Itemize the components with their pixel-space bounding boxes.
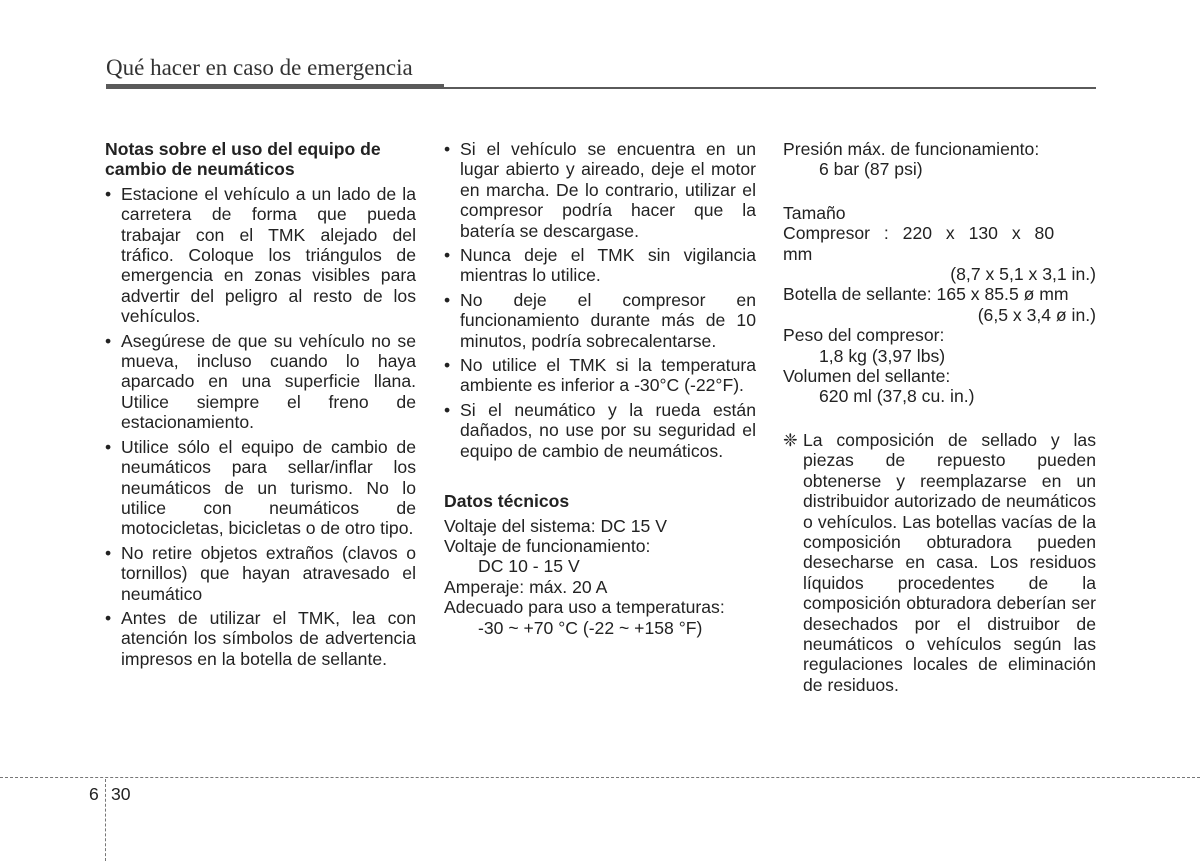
spec-bottle-size: Botella de sellante: 165 x 85.5 ø mm <box>783 284 1069 305</box>
list-item <box>105 331 416 433</box>
spec-temperature-label: Adecuado para uso a temperaturas: <box>444 597 725 618</box>
list-item-text: Si el neumático y la rueda están dañados, no use por su seguridad el equipo de cambio de neumáticos. <box>460 399 756 461</box>
note-asterisk-icon: ❈ <box>783 429 798 450</box>
spec-amperage: Amperaje: máx. 20 A <box>444 576 608 597</box>
list-item-text: Asegúrese de que su vehículo no se mueva, incluso cuando lo haya aparcado en una superficie llana. Utilice siempre el freno de estacionamiento. <box>121 330 416 433</box>
header-rule-thick <box>106 84 444 89</box>
page-section-number: 6 <box>89 784 99 804</box>
spec-compressor-size-in: (8,7 x 5,1 x 3,1 in.) <box>950 264 1096 285</box>
list-item-text: Utilice sólo el equipo de cambio de neumáticos para sellar/inflar los neumáticos de un turismo. No lo utilice con neumáticos de motocicletas, bicicletas o de otro tipo. <box>121 436 416 539</box>
bullet-icon: • <box>105 607 112 628</box>
spec-compressor-size: Compresor : 220 x 130 x 80 mm <box>783 223 1055 264</box>
list-item <box>105 437 416 539</box>
spacer <box>783 180 1096 203</box>
spec-volume-label: Volumen del sellante: <box>783 366 951 387</box>
header-rule-thin <box>444 87 1096 89</box>
spec-volume-value: 620 ml (37,8 cu. in.) <box>819 386 975 407</box>
list-item <box>444 400 756 461</box>
note-text: La composición de sellado y las piezas de repuesto pueden obtenerse y reemplazarse en un distribuidor autorizado de neumáticos o vehículos. Las botellas vacías de la composición obturadora pueden desecharse en casa. Los residuos líquidos procedentes de la composición obturadora deberían ser desechados por el distruibor de neumáticos o vehículos según las regulaciones locales de eliminación de residuos. <box>803 429 1096 695</box>
section-heading-notes: Notas sobre el uso del equipo de cambio de neumáticos <box>105 139 381 180</box>
spec-temperature-value: -30 ~ +70 °C (-22 ~ +158 °F) <box>478 617 703 638</box>
bullet-icon: • <box>444 399 451 420</box>
list-item <box>105 608 416 669</box>
spacer <box>783 407 1096 430</box>
replacement-note <box>783 430 1096 695</box>
list-item-text: No deje el compresor en funcionamiento durante más de 10 minutos, podría sobrecalentarse. <box>460 289 756 351</box>
warnings-bullet-list <box>444 139 756 461</box>
bullet-icon: • <box>105 542 112 563</box>
column-2 <box>444 139 756 638</box>
bullet-icon: • <box>444 245 451 266</box>
list-item-text: Si el vehículo se encuentra en un lugar abierto y aireado, deje el motor en marcha. De lo contrario, utilizar el compresor podría hacer que la batería se descargase. <box>460 139 756 241</box>
spec-pressure-value: 6 bar (87 psi) <box>819 159 923 180</box>
list-item-text: No retire objetos extraños (clavos o tornillos) que hayan atravesado el neumático <box>121 542 416 604</box>
footer-vertical-dashed-rule <box>105 779 106 861</box>
bullet-icon: • <box>444 289 451 310</box>
list-item <box>444 355 756 396</box>
bullet-icon: • <box>444 355 451 376</box>
bullet-icon: • <box>105 436 112 457</box>
bullet-icon: • <box>444 139 451 159</box>
list-item-text: Nunca deje el TMK sin vigilancia mientras lo utilice. <box>460 245 756 286</box>
list-item <box>444 139 756 241</box>
spec-pressure-label: Presión máx. de funcionamiento: <box>783 139 1040 159</box>
bullet-icon: • <box>105 183 112 204</box>
spec-voltage-operation-value: DC 10 - 15 V <box>478 556 580 577</box>
list-item <box>444 290 756 351</box>
notes-bullet-list <box>105 184 416 669</box>
footer-dashed-rule <box>0 777 1200 778</box>
spec-weight-value: 1,8 kg (3,97 lbs) <box>819 345 946 366</box>
list-item-text: Antes de utilizar el TMK, lea con atención los símbolos de advertencia impresos en la botella de sellante. <box>121 607 416 669</box>
spec-size-label: Tamaño <box>783 202 846 223</box>
bullet-icon: • <box>105 330 112 351</box>
page-header-title: Qué hacer en caso de emergencia <box>106 55 413 80</box>
list-item <box>444 245 756 286</box>
column-1 <box>105 139 416 673</box>
spec-bottle-size-in: (6,5 x 3,4 ø in.) <box>977 304 1096 325</box>
section-heading-tech-data: Datos técnicos <box>444 491 570 512</box>
spec-voltage-operation-label: Voltaje de funcionamiento: <box>444 535 651 556</box>
list-item-text: No utilice el TMK si la temperatura ambiente es inferior a -30°C (-22°F). <box>460 355 756 396</box>
list-item <box>105 184 416 327</box>
spec-weight-label: Peso del compresor: <box>783 325 945 346</box>
spec-voltage-system: Voltaje del sistema: DC 15 V <box>444 515 667 536</box>
spacer <box>444 465 756 491</box>
column-3 <box>783 139 1096 695</box>
list-item <box>105 543 416 604</box>
list-item-text: Estacione el vehículo a un lado de la carretera de forma que pueda trabajar con el TMK alejado del tráfico. Coloque los triángulos de emergencia en zonas visibles para advertir del peligro al resto de los vehículos. <box>121 183 416 327</box>
page-number: 30 <box>111 784 131 804</box>
